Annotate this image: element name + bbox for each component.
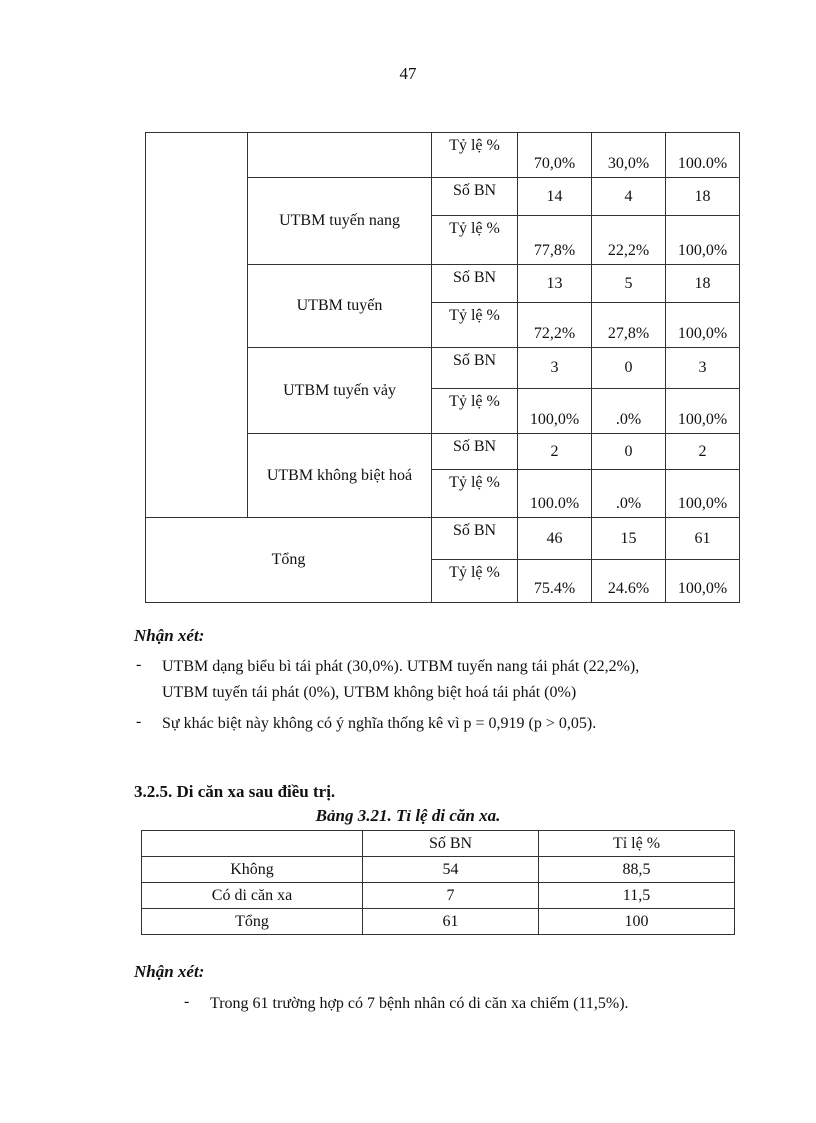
value-cell: 22,2% — [592, 216, 666, 265]
page-number: 47 — [399, 64, 417, 83]
table-cell: 88,5 — [539, 857, 735, 883]
value-cell: 100,0% — [666, 470, 740, 518]
value-cell: 72,2% — [518, 303, 592, 348]
table-row — [142, 857, 735, 883]
value-cell: 100,0% — [666, 303, 740, 348]
remark-text-line1: UTBM dạng biểu bì tái phát (30,0%). UTBM tuyến nang tái phát (22,2%), — [162, 658, 640, 675]
recurrence-table — [145, 132, 740, 603]
table-cell: 7 — [363, 883, 539, 909]
value-cell: 46 — [518, 518, 592, 560]
value-cell: 3 — [666, 348, 740, 389]
remark-title: Nhận xét: — [134, 962, 205, 981]
bullet-dash: - — [184, 993, 190, 1010]
table-caption: Bảng 3.21. Tỉ lệ di căn xa. — [315, 806, 501, 825]
remark-title: Nhận xét: — [134, 626, 205, 645]
value-cell: 100,0% — [666, 389, 740, 434]
value-cell: 100.0% — [666, 133, 740, 178]
value-cell: 2 — [518, 434, 592, 470]
value-cell: 0 — [592, 434, 666, 470]
value-cell: 13 — [518, 265, 592, 303]
group-name: UTBM không biệt hoá — [248, 434, 432, 518]
row-label: Số BN — [432, 518, 518, 560]
value-cell: 100,0% — [518, 389, 592, 434]
value-cell: 24.6% — [592, 560, 666, 603]
empty-group-cell — [146, 133, 248, 518]
row-label: Tỷ lệ % — [432, 470, 518, 518]
row-label: Tỷ lệ % — [432, 133, 518, 178]
value-cell: 5 — [592, 265, 666, 303]
remark-text: Sự khác biệt này không có ý nghĩa thống kê vì p = 0,919 (p > 0,05). — [162, 715, 597, 732]
remark-bullet — [136, 655, 756, 705]
value-cell: 27,8% — [592, 303, 666, 348]
table-cell: 61 — [363, 909, 539, 935]
value-cell: 70,0% — [518, 133, 592, 178]
table-cell: 100 — [539, 909, 735, 935]
remark-text-line2: UTBM tuyến tái phát (0%), UTBM không biệt hoá tái phát (0%) — [162, 684, 577, 701]
value-cell: 14 — [518, 178, 592, 216]
row-label: Tỷ lệ % — [432, 216, 518, 265]
total-label: Tổng — [146, 518, 432, 603]
value-cell: 100,0% — [666, 216, 740, 265]
row-label: Số BN — [432, 348, 518, 389]
header-cell: Số BN — [363, 831, 539, 857]
table-row — [146, 518, 740, 560]
group-name: UTBM tuyến — [248, 265, 432, 348]
group-name: UTBM tuyến vảy — [248, 348, 432, 434]
value-cell: .0% — [592, 389, 666, 434]
table-header-row — [142, 831, 735, 857]
row-label: Tỷ lệ % — [432, 389, 518, 434]
value-cell: 18 — [666, 265, 740, 303]
row-label: Tỷ lệ % — [432, 303, 518, 348]
bullet-dash: - — [136, 713, 142, 730]
header-cell: Tỉ lệ % — [539, 831, 735, 857]
table-cell: 11,5 — [539, 883, 735, 909]
table-row — [146, 133, 740, 178]
value-cell: 4 — [592, 178, 666, 216]
value-cell: 61 — [666, 518, 740, 560]
value-cell: 100.0% — [518, 470, 592, 518]
value-cell: 75.4% — [518, 560, 592, 603]
row-label: Số BN — [432, 178, 518, 216]
value-cell: 77,8% — [518, 216, 592, 265]
table-cell: Không — [142, 857, 363, 883]
value-cell: 2 — [666, 434, 740, 470]
metastasis-table — [141, 830, 735, 935]
table-cell: 54 — [363, 857, 539, 883]
remark-bullet — [136, 712, 756, 738]
section-title: 3.2.5. Di căn xa sau điều trị. — [134, 782, 336, 801]
table-cell: Tổng — [142, 909, 363, 935]
row-label: Số BN — [432, 265, 518, 303]
bullet-dash: - — [136, 656, 142, 673]
row-label: Tỷ lệ % — [432, 560, 518, 603]
value-cell: .0% — [592, 470, 666, 518]
value-cell: 18 — [666, 178, 740, 216]
remark-text: Trong 61 trường hợp có 7 bệnh nhân có di căn xa chiếm (11,5%). — [210, 995, 629, 1012]
value-cell: 30,0% — [592, 133, 666, 178]
empty-type-cell — [248, 133, 432, 178]
table-row — [142, 883, 735, 909]
row-label: Số BN — [432, 434, 518, 470]
value-cell: 3 — [518, 348, 592, 389]
header-cell — [142, 831, 363, 857]
table-cell: Có di căn xa — [142, 883, 363, 909]
value-cell: 15 — [592, 518, 666, 560]
value-cell: 0 — [592, 348, 666, 389]
remark-bullet — [184, 992, 744, 1018]
group-name: UTBM tuyến nang — [248, 178, 432, 265]
table-row — [142, 909, 735, 935]
value-cell: 100,0% — [666, 560, 740, 603]
